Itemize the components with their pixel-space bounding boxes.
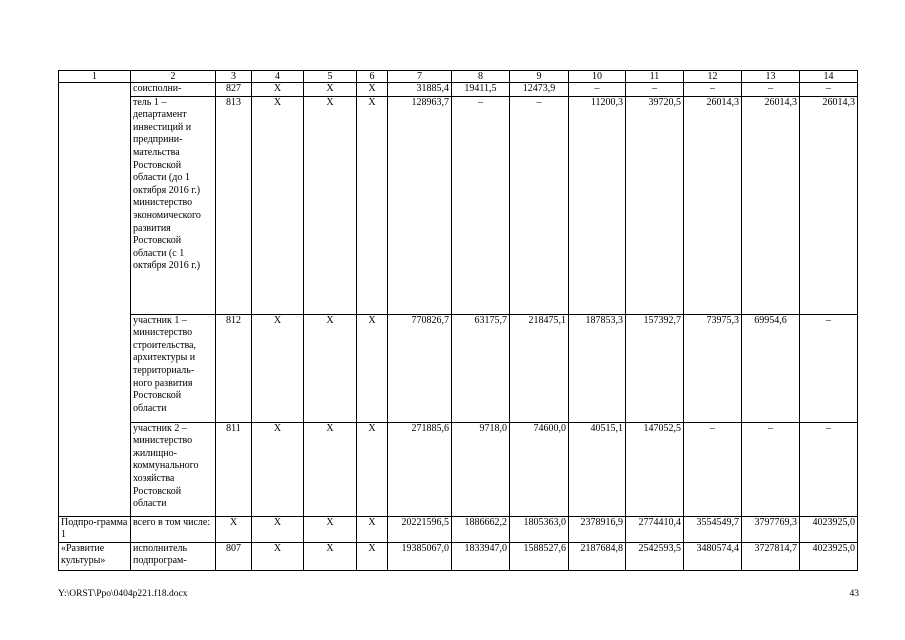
code-cell: 827 bbox=[216, 83, 252, 97]
amount-cell: 73975,3 bbox=[684, 314, 742, 422]
column-number: 12 bbox=[684, 71, 742, 83]
table-row bbox=[59, 96, 858, 314]
code-cell: Х bbox=[304, 516, 357, 542]
column-number: 13 bbox=[742, 71, 800, 83]
amount-cell: 271885,6 bbox=[388, 422, 452, 516]
amount-cell: 2378916,9 bbox=[569, 516, 626, 542]
empty-cell bbox=[59, 83, 131, 517]
amount-cell: – bbox=[510, 96, 569, 314]
column-number: 5 bbox=[304, 71, 357, 83]
column-number: 8 bbox=[452, 71, 510, 83]
amount-cell: 4023925,0 bbox=[800, 516, 858, 542]
amount-cell: 1588527,6 bbox=[510, 542, 569, 570]
footer-file-path: Y:\ORST\Ppo\0404p221.f18.docx bbox=[58, 589, 188, 599]
code-cell: Х bbox=[252, 96, 304, 314]
column-number: 7 bbox=[388, 71, 452, 83]
amount-cell: 128963,7 bbox=[388, 96, 452, 314]
participant-cell: всего в том числе: bbox=[131, 516, 216, 542]
amount-cell: 26014,3 bbox=[742, 96, 800, 314]
amount-cell: 69954,6 bbox=[742, 314, 800, 422]
amount-cell: 12473,9 bbox=[510, 83, 569, 97]
amount-cell: 11200,3 bbox=[569, 96, 626, 314]
amount-cell: 3797769,3 bbox=[742, 516, 800, 542]
table-row bbox=[59, 314, 858, 422]
code-cell: Х bbox=[357, 422, 388, 516]
table-row bbox=[59, 516, 858, 542]
amount-cell: 157392,7 bbox=[626, 314, 684, 422]
amount-cell: – bbox=[800, 83, 858, 97]
amount-cell: 74600,0 bbox=[510, 422, 569, 516]
amount-cell: 2774410,4 bbox=[626, 516, 684, 542]
code-cell: Х bbox=[357, 96, 388, 314]
code-cell: Х bbox=[216, 516, 252, 542]
amount-cell: 19411,5 bbox=[452, 83, 510, 97]
participant-cell: соисполни- bbox=[131, 83, 216, 97]
amount-cell: 3554549,7 bbox=[684, 516, 742, 542]
table-row bbox=[59, 83, 858, 97]
amount-cell: – bbox=[569, 83, 626, 97]
participant-cell: исполнитель подпрограм- bbox=[131, 542, 216, 570]
code-cell: Х bbox=[252, 516, 304, 542]
participant-cell: тель 1 – департамент инвестиций и предприни-мательства Ростовской области (до 1 октября 2016 г.) министерство экономического развития Ростовской области (с 1 октября 2016 г.) bbox=[131, 96, 216, 314]
amount-cell: – bbox=[452, 96, 510, 314]
page-number: 43 bbox=[849, 589, 859, 599]
code-cell: Х bbox=[304, 96, 357, 314]
amount-cell: 3727814,7 bbox=[742, 542, 800, 570]
table-row bbox=[59, 542, 858, 570]
amount-cell: 20221596,5 bbox=[388, 516, 452, 542]
column-number: 14 bbox=[800, 71, 858, 83]
code-cell: Х bbox=[357, 83, 388, 97]
amount-cell: 770826,7 bbox=[388, 314, 452, 422]
column-number: 3 bbox=[216, 71, 252, 83]
code-cell: Х bbox=[252, 422, 304, 516]
amount-cell: 4023925,0 bbox=[800, 542, 858, 570]
code-cell: Х bbox=[252, 83, 304, 97]
code-cell: Х bbox=[304, 314, 357, 422]
amount-cell: 3480574,4 bbox=[684, 542, 742, 570]
amount-cell: 147052,5 bbox=[626, 422, 684, 516]
amount-cell: 63175,7 bbox=[452, 314, 510, 422]
amount-cell: – bbox=[800, 422, 858, 516]
code-cell: 807 bbox=[216, 542, 252, 570]
code-cell: Х bbox=[304, 83, 357, 97]
amount-cell: 2542593,5 bbox=[626, 542, 684, 570]
amount-cell: – bbox=[800, 314, 858, 422]
amount-cell: 1886662,2 bbox=[452, 516, 510, 542]
amount-cell: 40515,1 bbox=[569, 422, 626, 516]
budget-table bbox=[58, 70, 858, 571]
amount-cell: – bbox=[684, 422, 742, 516]
code-cell: Х bbox=[252, 542, 304, 570]
code-cell: 812 bbox=[216, 314, 252, 422]
amount-cell: 2187684,8 bbox=[569, 542, 626, 570]
code-cell: Х bbox=[357, 314, 388, 422]
amount-cell: – bbox=[742, 422, 800, 516]
code-cell: Х bbox=[304, 422, 357, 516]
amount-cell: 218475,1 bbox=[510, 314, 569, 422]
code-cell: 811 bbox=[216, 422, 252, 516]
code-cell: Х bbox=[357, 542, 388, 570]
amount-cell: 9718,0 bbox=[452, 422, 510, 516]
amount-cell: 187853,3 bbox=[569, 314, 626, 422]
participant-cell: участник 2 – министерство жилищно-коммунального хозяйства Ростовской области bbox=[131, 422, 216, 516]
code-cell: Х bbox=[252, 314, 304, 422]
amount-cell: 26014,3 bbox=[684, 96, 742, 314]
column-number: 2 bbox=[131, 71, 216, 83]
code-cell: Х bbox=[304, 542, 357, 570]
column-number: 11 bbox=[626, 71, 684, 83]
amount-cell: – bbox=[684, 83, 742, 97]
column-number: 4 bbox=[252, 71, 304, 83]
amount-cell: – bbox=[626, 83, 684, 97]
column-number: 1 bbox=[59, 71, 131, 83]
amount-cell: – bbox=[742, 83, 800, 97]
code-cell: 813 bbox=[216, 96, 252, 314]
column-number: 6 bbox=[357, 71, 388, 83]
amount-cell: 26014,3 bbox=[800, 96, 858, 314]
code-cell: Х bbox=[357, 516, 388, 542]
subprogram-cell: «Развитие культуры» bbox=[59, 542, 131, 570]
subprogram-cell: Подпро-грамма 1 bbox=[59, 516, 131, 542]
amount-cell: 39720,5 bbox=[626, 96, 684, 314]
column-number-row bbox=[59, 71, 858, 83]
column-number: 9 bbox=[510, 71, 569, 83]
amount-cell: 1833947,0 bbox=[452, 542, 510, 570]
amount-cell: 1805363,0 bbox=[510, 516, 569, 542]
amount-cell: 19385067,0 bbox=[388, 542, 452, 570]
table-row bbox=[59, 422, 858, 516]
column-number: 10 bbox=[569, 71, 626, 83]
participant-cell: участник 1 – министерство строительства, архитектуры и территориаль-ного развития Ростовской области bbox=[131, 314, 216, 422]
amount-cell: 31885,4 bbox=[388, 83, 452, 97]
